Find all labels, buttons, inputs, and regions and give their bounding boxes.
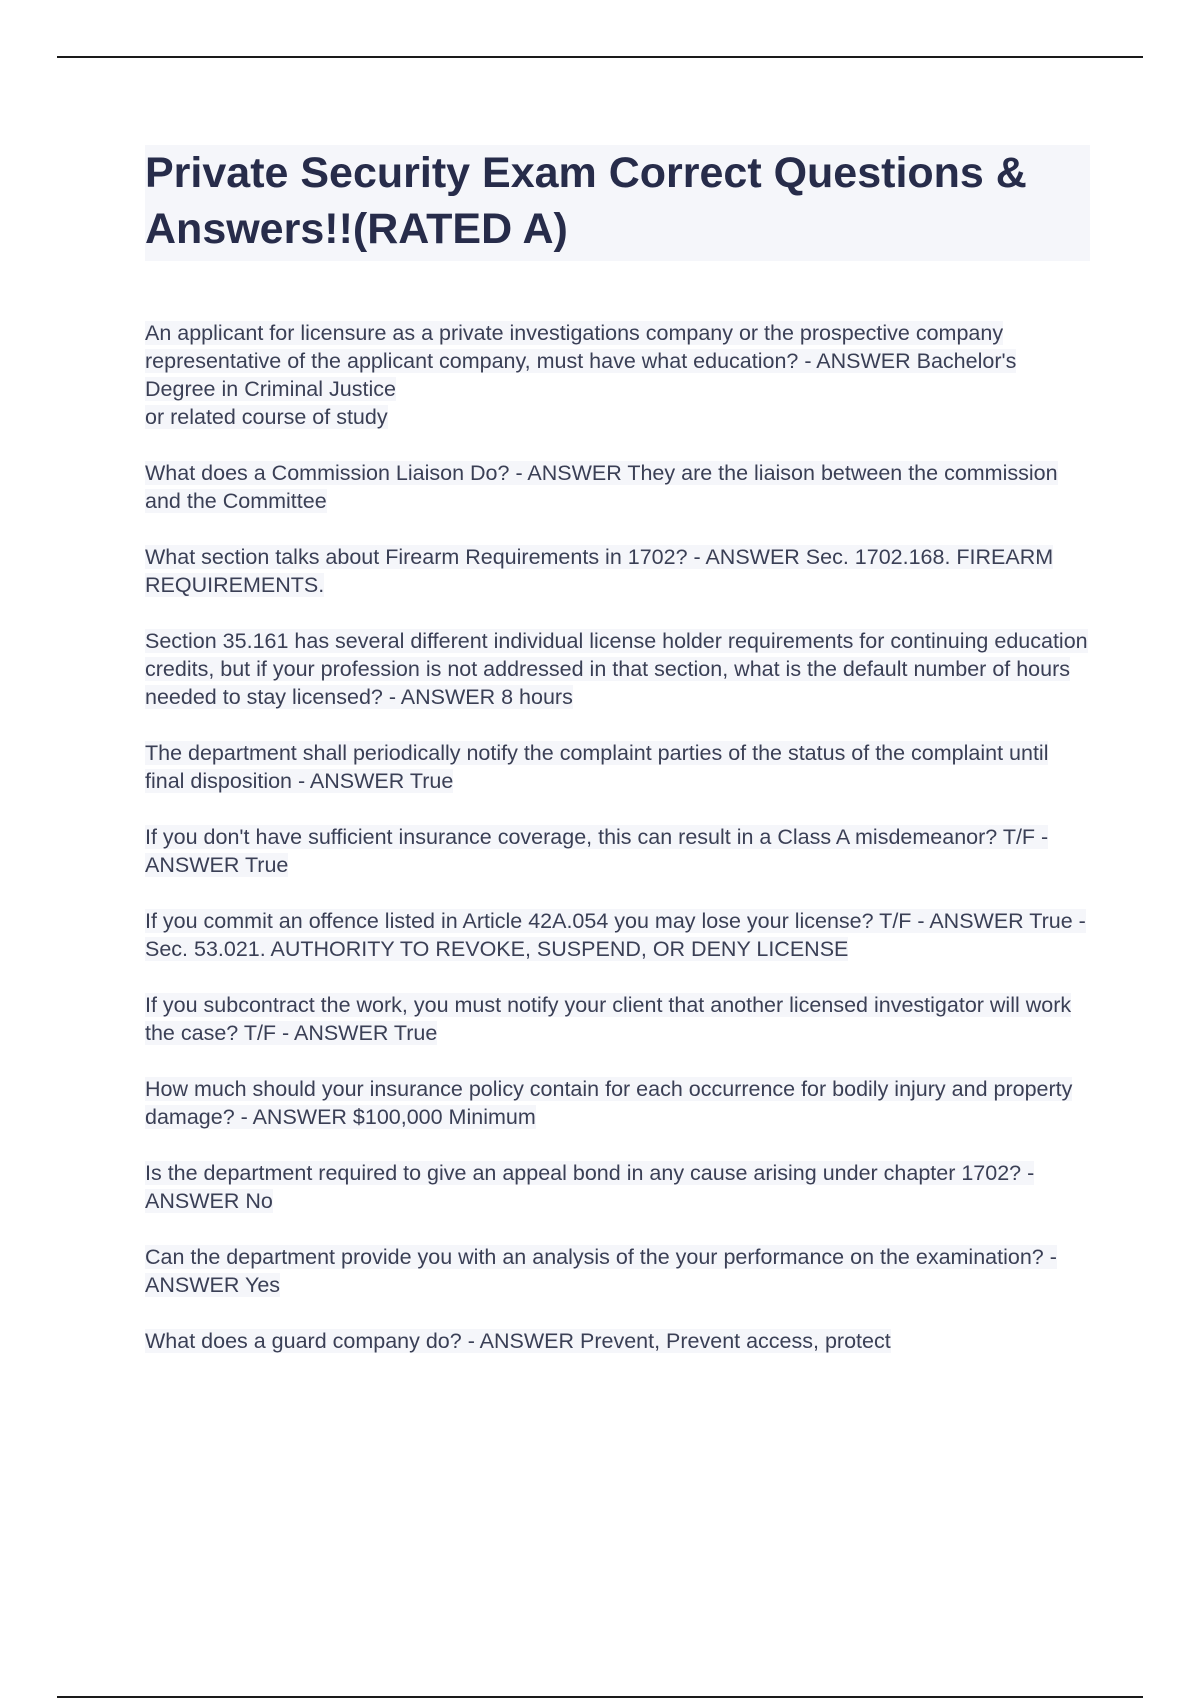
qa-text: Is the department required to give an appeal bond in any cause arising under chapter 1702? - ANSWER No — [145, 1161, 1035, 1213]
qa-item — [145, 1327, 1090, 1355]
qa-item — [145, 627, 1090, 711]
bottom-rule — [57, 1696, 1143, 1698]
qa-text: What does a guard company do? - ANSWER Prevent, Prevent access, protect — [145, 1329, 891, 1353]
qa-item — [145, 543, 1090, 599]
qa-text: If you subcontract the work, you must notify your client that another licensed investigator will work the case? T/F - ANSWER True — [145, 993, 1072, 1045]
qa-text: If you don't have sufficient insurance coverage, this can result in a Class A misdemeanor? T/F - ANSWER True — [145, 825, 1049, 877]
qa-text: Can the department provide you with an analysis of the your performance on the examination? - ANSWER Yes — [145, 1245, 1057, 1297]
qa-text: Section 35.161 has several different individual license holder requirements for continuing education credits, but if your profession is not addressed in that section, what is the default number of hours needed to stay licensed? - ANSWER 8 hours — [145, 629, 1088, 709]
qa-text: What section talks about Firearm Requirements in 1702? - ANSWER Sec. 1702.168. FIREARM REQUIREMENTS. — [145, 545, 1054, 597]
document-title: Private Security Exam Correct Questions & Answers!!(RATED A) — [145, 149, 1027, 253]
document-body — [145, 145, 1090, 1383]
qa-text: An applicant for licensure as a private investigations company or the prospective company representative of the applicant company, must have what education? - ANSWER Bachelor's Degree in Criminal Justice or related course of study — [145, 321, 1017, 429]
top-rule — [57, 56, 1143, 58]
qa-item — [145, 823, 1090, 879]
qa-item — [145, 907, 1090, 963]
qa-item — [145, 1075, 1090, 1131]
qa-item — [145, 1159, 1090, 1215]
qa-text: The department shall periodically notify the complaint parties of the status of the complaint until final disposition - ANSWER True — [145, 741, 1049, 793]
qa-item — [145, 1243, 1090, 1299]
qa-text: What does a Commission Liaison Do? - ANSWER They are the liaison between the commission and the Committee — [145, 461, 1058, 513]
qa-item — [145, 739, 1090, 795]
qa-item — [145, 319, 1090, 431]
qa-list — [145, 319, 1090, 1355]
qa-text: If you commit an offence listed in Article 42A.054 you may lose your license? T/F - ANSWER True - Sec. 53.021. AUTHORITY TO REVOKE, SUSPEND, OR DENY LICENSE — [145, 909, 1086, 961]
qa-item — [145, 459, 1090, 515]
qa-item — [145, 991, 1090, 1047]
qa-text: How much should your insurance policy contain for each occurrence for bodily injury and property damage? - ANSWER $100,000 Minimum — [145, 1077, 1073, 1129]
title-block — [145, 145, 1090, 261]
